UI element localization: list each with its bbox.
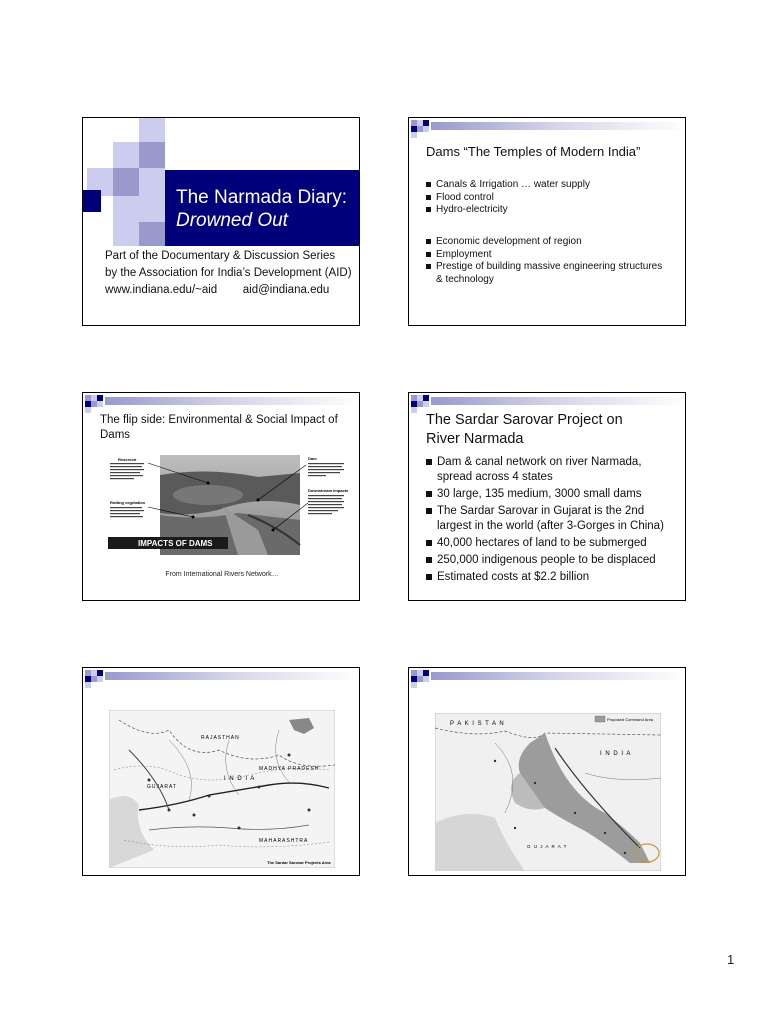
label-gujarat: GUJARAT — [147, 784, 177, 790]
deco-square — [83, 190, 101, 212]
slide-dams — [408, 117, 686, 326]
bullet-item: Prestige of building massive engineering structures & technology — [426, 261, 666, 286]
bullet-item: 250,000 indigenous people to be displaced — [426, 553, 676, 568]
subtitle-line-1: Part of the Documentary & Discussion Series — [105, 250, 336, 262]
slide-sardar-sarovar — [408, 392, 686, 601]
bullet-list-development — [426, 236, 666, 286]
slide-map-command-area — [408, 667, 686, 876]
deco-squares — [409, 393, 469, 413]
deco-square — [139, 168, 165, 196]
label-dam: Dam — [308, 456, 317, 461]
page-number: 1 — [727, 952, 735, 967]
bullet-item: Economic development of region — [426, 236, 666, 249]
subtitle — [105, 248, 352, 299]
command-area-map — [435, 713, 661, 871]
deco-square — [113, 222, 139, 246]
bullet-item: Dam & canal network on river Narmada, spread across 4 states — [426, 455, 676, 485]
deco-squares — [409, 668, 469, 688]
bullet-item: 40,000 hectares of land to be submerged — [426, 536, 676, 551]
label-rotting: Rotting vegetation — [110, 500, 146, 505]
dam-impacts-photo — [108, 455, 348, 555]
bullet-item: Employment — [426, 249, 666, 262]
bullet-item: 30 large, 135 medium, 3000 small dams — [426, 487, 676, 502]
slide-heading: Dams “The Temples of Modern India” — [426, 144, 641, 159]
deco-squares — [83, 393, 143, 413]
subtitle-line-2: by the Association for India’s Development (AID) — [105, 267, 352, 279]
deco-square — [113, 196, 139, 222]
deco-square — [139, 222, 165, 246]
impacts-banner: IMPACTS OF DAMS — [138, 539, 213, 548]
label-gujarat: G U J A R A T — [527, 844, 568, 849]
label-maharashtra: MAHARASHTRA — [259, 838, 309, 844]
map-legend: Proposed Command Area — [607, 717, 654, 722]
dam-photo-illustration — [108, 455, 348, 555]
deco-square — [113, 142, 139, 168]
label-rajasthan: RAJASTHAN — [201, 735, 240, 741]
slide-heading: The flip side: Environmental & Social Impact of Dams — [100, 414, 338, 441]
deco-square — [113, 168, 139, 196]
deco-square — [139, 142, 165, 168]
subtitle-line-3: www.indiana.edu/~aid aid@indiana.edu — [105, 284, 330, 296]
bullet-item: Estimated costs at $2.2 billion — [426, 570, 676, 585]
bullet-item: Canals & Irrigation … water supply — [426, 179, 590, 192]
slide-heading: The Sardar Sarovar Project on River Narmada — [426, 412, 623, 447]
map-caption: The Sardar Sarovar Projects Area — [267, 860, 331, 865]
label-downstream: Downstream impacts — [308, 488, 348, 493]
label-india: I N D I A — [224, 776, 256, 782]
slide-title — [82, 117, 360, 326]
slide-flipside — [82, 392, 360, 601]
bullet-item: Hydro-electricity — [426, 204, 590, 217]
deco-squares — [409, 118, 469, 138]
deco-square — [139, 196, 165, 222]
bullet-list-facts — [426, 455, 676, 587]
label-india: I N D I A — [600, 751, 632, 757]
narmada-map — [109, 710, 335, 868]
label-pakistan: P A K I S T A N — [450, 721, 505, 727]
title-line-2: Drowned Out — [176, 210, 288, 231]
bullet-item: Flood control — [426, 192, 590, 205]
image-caption: From International Rivers Network… — [165, 571, 279, 578]
title-line-1: The Narmada Diary: — [176, 187, 348, 208]
deco-squares — [83, 668, 143, 688]
label-madhya-pradesh: MADHYA PRADESH — [259, 766, 320, 772]
deco-square — [139, 118, 165, 142]
label-reservoir: Reservoir — [118, 457, 137, 462]
bullet-item: The Sardar Sarovar in Gujarat is the 2nd largest in the world (after 3-Gorges in China) — [426, 504, 676, 534]
slide-map-projects-area — [82, 667, 360, 876]
bullet-list-benefits — [426, 179, 590, 217]
slide-title-text — [176, 186, 347, 232]
